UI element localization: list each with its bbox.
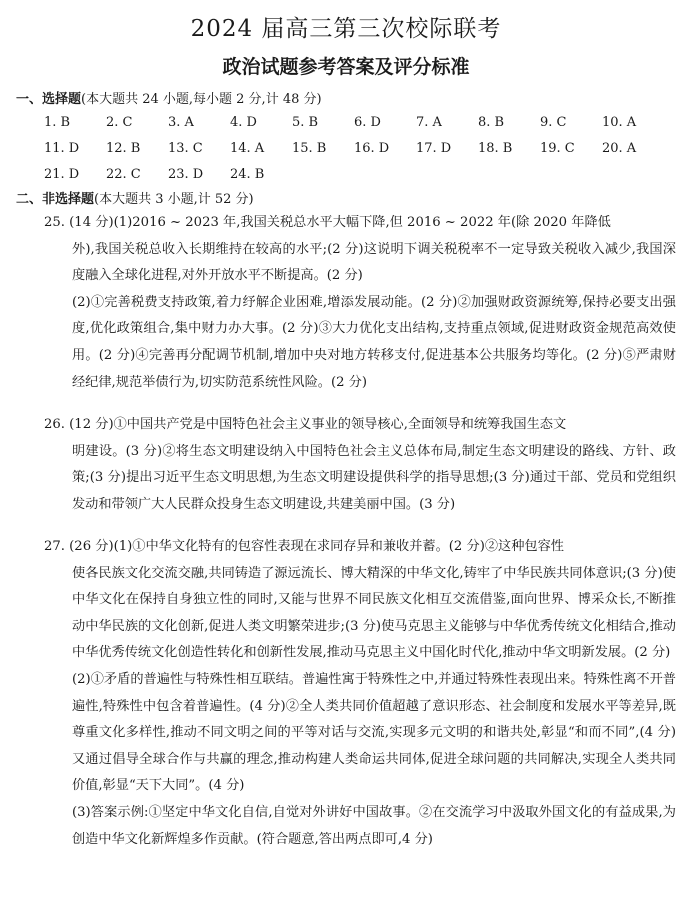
choice-answer: 5. B — [292, 115, 319, 130]
choice-answer: 17. D — [416, 141, 452, 156]
choice-answer: 21. D — [44, 167, 80, 182]
q25-part2: (2)①完善税费支持政策,着力纾解企业困难,增添发展动能。(2 分)②加强财政资源统筹,保持必要支出强度,优化政策组合,集中财力办大事。(2 分)③大力优化支出结构,支持重点领域,促进财政资金规范高效使用。(2 分)④完善再分配调节机制,增加中央对地方转移支付,促进基本公共服务均等化。(2 分)⑤严肃财经纪律,规范举债行为,切实防范系统性风险。(2 分) — [72, 294, 676, 390]
choice-answer: 16. D — [354, 141, 390, 156]
page-subtitle: 政治试题参考答案及评分标准 — [222, 56, 470, 78]
q27-lead: 27. (26 分)(1)①中华文化特有的包容性表现在求同存异和兼收并蓄。(2 分)②这种包容性 — [44, 539, 564, 554]
choice-answer: 14. A — [230, 141, 265, 156]
q26-rest: 明建设。(3 分)②将生态文明建设纳入中国特色社会主义总体布局,制定生态文明建设的路线、方针、政策;(3 分)提出习近平生态文明思想,为生态文明建设提供科学的指导思想;(3 分)通过干部、党员和党组织发动和带领广大人民群众投身生态文明建设,共建美丽中国。(3 分) — [72, 443, 676, 512]
q26-lead: 26. (12 分)①中国共产党是中国特色社会主义事业的领导核心,全面领导和统筹我国生态文 — [44, 417, 567, 432]
choice-answer: 3. A — [168, 115, 194, 130]
choice-answer: 24. B — [230, 167, 265, 182]
q25-rest: 外),我国关税总收入长期维持在较高的水平;(2 分)这说明下调关税税率不一定导致关税收入减少,我国深度融入全球化进程,对外开放水平不断提高。(2 分) — [72, 241, 676, 284]
choice-answer: 10. A — [602, 115, 637, 130]
choice-answer: 23. D — [168, 167, 204, 182]
page-title: 2024 届高三第三次校际联考 — [190, 16, 502, 42]
choice-answer: 8. B — [478, 115, 505, 130]
q27-part2: (2)①矛盾的普遍性与特殊性相互联结。普遍性寓于特殊性之中,并通过特殊性表现出来。特殊性离不开普遍性,特殊性中包含着普遍性。(4 分)②全人类共同价值超越了意识形态、社会制度和发展水平等差异,既尊重文化多样性,推动不同文明之间的平等对话与交流,实现多元文明的和谐共处,彰显“和而不同”,(4 分)又通过倡导全球合作与共赢的理念,推动构建人类命运共同体,促进全球问题的共同解决,实现全人类共同价值,彰显“天下大同”。(4 分) — [72, 671, 676, 794]
choice-answer: 6. D — [354, 115, 381, 130]
choice-answer: 18. B — [478, 141, 513, 156]
question-26 — [44, 412, 676, 518]
section-2-note: (本大题共 3 小题,计 52 分) — [94, 192, 254, 207]
choice-answer: 7. A — [416, 115, 442, 130]
q27-rest: 使各民族文化交流交融,共同铸造了源远流长、博大精深的中华文化,铸牢了中华民族共同体意识;(3 分)使中华文化在保持自身独立性的同时,又能与世界不同民族文化相互交流借鉴,面向世界、博采众长,不断推动中华民族的文化创新,促进人类文明繁荣进步;(3 分)使马克思主义能够与中华优秀传统文化相结合,推动中华优秀传统文化创造性转化和创新性发展,推动马克思主义中国化时代化,推动中华文明新发展。(2 分) — [72, 565, 676, 661]
q27-part3: (3)答案示例:①坚定中华文化自信,自觉对外讲好中国故事。②在交流学习中汲取外国文化的有益成果,为创造中华文化新辉煌多作贡献。(符合题意,答出两点即可,4 分) — [72, 804, 676, 847]
section-1-note: (本大题共 24 小题,每小题 2 分,计 48 分) — [81, 92, 322, 107]
choice-answer: 19. C — [540, 141, 575, 156]
question-27 — [44, 534, 676, 853]
choice-answer: 1. B — [44, 115, 71, 130]
choice-answer: 2. C — [106, 115, 133, 130]
section-1-heading — [16, 88, 322, 107]
choice-answer: 4. D — [230, 115, 257, 130]
choice-answer-grid — [44, 115, 664, 182]
choice-answer: 11. D — [44, 141, 80, 156]
choice-answer: 9. C — [540, 115, 567, 130]
question-25 — [44, 210, 676, 396]
section-2-heading — [16, 188, 254, 207]
choice-answer: 15. B — [292, 141, 327, 156]
q25-lead: 25. (14 分)(1)2016 ~ 2023 年,我国关税总水平大幅下降,但 2016 ~ 2022 年(除 2020 年降低 — [44, 215, 611, 230]
section-1-title: 一、选择题 — [16, 92, 82, 107]
choice-answer: 12. B — [106, 141, 141, 156]
section-2-title: 二、非选择题 — [16, 192, 95, 207]
choice-answer: 20. A — [602, 141, 637, 156]
choice-answer: 22. C — [106, 167, 141, 182]
choice-answer: 13. C — [168, 141, 203, 156]
